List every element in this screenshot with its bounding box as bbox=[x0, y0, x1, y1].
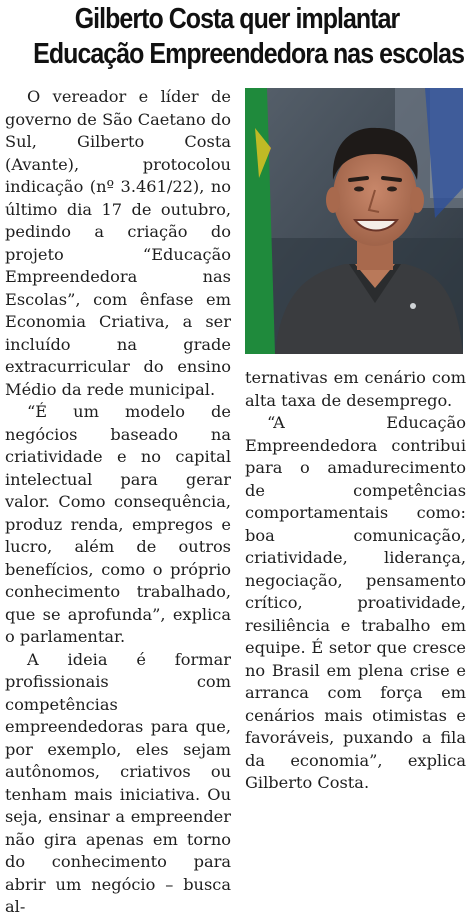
article-column-right bbox=[245, 367, 466, 792]
headline bbox=[33, 2, 464, 72]
article-paragraph-2: “É um modelo de negócios baseado na criatividade e no capital intelectual para gerar valor. Como consequência, produz renda, empregos e lucro, além de outros benefícios, como o próprio conhecimento trabalhado, que se aprofunda”, explica o parlamentar. bbox=[5, 402, 231, 646]
article-paragraph-continuation: ternativas em cenário com alta taxa de desemprego. bbox=[245, 368, 466, 410]
article-paragraph-quote: “A Educação Empreendedora contribui para o amadurecimento de competências comportamentais como: boa comunicação, criatividade, liderança, negociação, pensamento crítico, proatividade, resiliência e trabalho em equipe. É setor que cresce no Brasil em plena crise e arranca com força em cenários mais otimistas e favoráveis, puxando a fila da economia”, explica Gilberto Costa. bbox=[245, 413, 466, 792]
article-paragraph-1: O vereador e líder de governo de São Caetano do Sul, Gilberto Costa (Avante), protocolou indicação (nº 3.461/22), no último dia 17 de outubro, pedindo a criação do projeto “Educação Empreendedora nas Escolas”, com ênfase em Economia Criativa, a ser incluído na grade extracurricular do ensino Médio da rede municipal. bbox=[5, 87, 231, 399]
article-column-left bbox=[5, 86, 231, 916]
article-paragraph-3: A ideia é formar profissionais com competências empreendedoras para que, por exemplo, eles sejam autônomos, criativos ou tenham mais iniciativa. Ou seja, ensinar a empreender não gira apenas em torno do conhecimento para abrir um negócio – busca al- bbox=[5, 649, 231, 916]
headline-line-2: Educação Empreendedora nas escolas bbox=[33, 38, 464, 70]
portrait-illustration bbox=[245, 88, 463, 354]
headline-line-1: Gilberto Costa quer implantar bbox=[74, 3, 400, 35]
portrait-photo bbox=[245, 88, 463, 354]
